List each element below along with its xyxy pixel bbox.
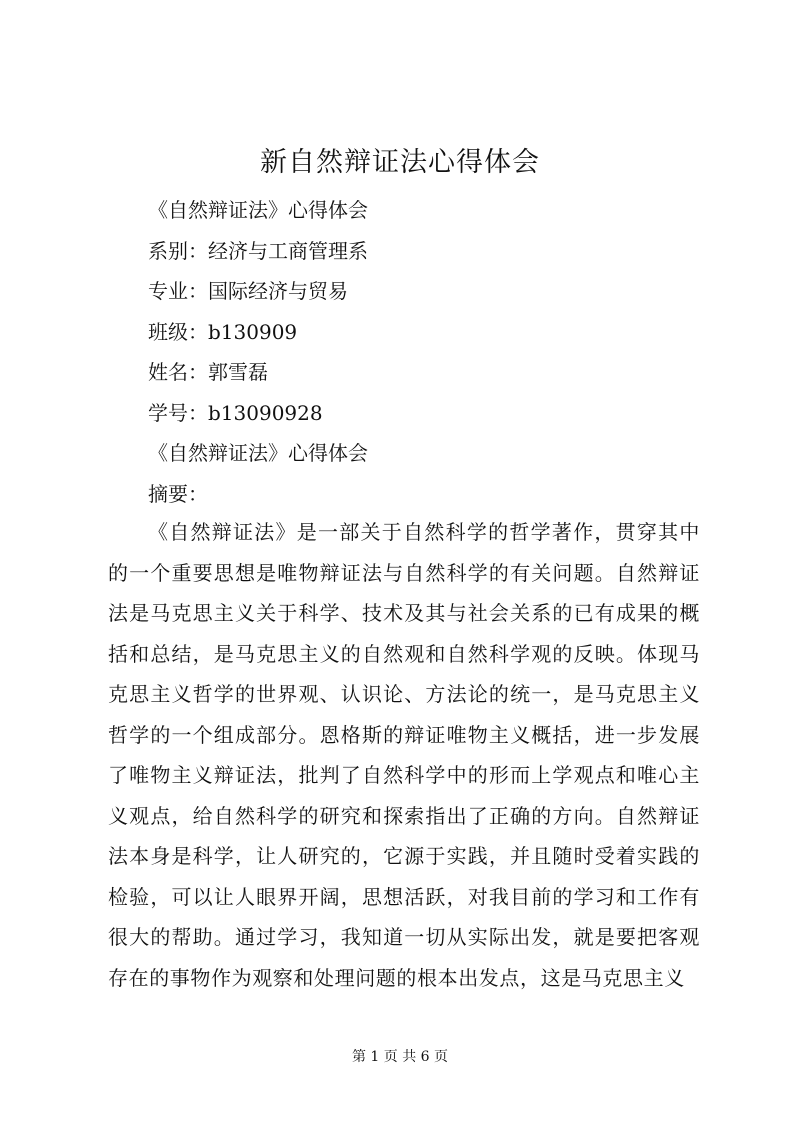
abstract-paragraph: 《自然辩证法》是一部关于自然科学的哲学著作，贯穿其中的一个重要思想是唯物辩证法与自然科学的有关问题。自然辩证法是马克思主义关于科学、技术及其与社会关系的已有成果的概括和总结，是马克思主义的自然观和自然科学观的反映。体现马克思主义哲学的世界观、认识论、方法论的统一，是马克思主义哲学的一个组成部分。恩格斯的辩证唯物主义概括，进一步发展了唯物主义辩证法，批判了自然科学中的形而上学观点和唯心主义观点，给自然科学的研究和探索指出了正确的方向。自然辩证法本身是科学，让人研究的，它源于实践，并且随时受着实践的检验，可以让人眼界开阔，思想活跃，对我目前的学习和工作有很大的帮助。通过学习，我知道一切从实际出发，就是要把客观存在的事物作为观察和处理问题的根本出发点，这是马克思主义 <box>108 520 700 990</box>
meta-line-major: 专业：国际经济与贸易 <box>148 279 348 303</box>
meta-line-abstract-label: 摘要： <box>148 481 208 506</box>
page-footer: 第 1 页 共 6 页 <box>351 1049 449 1065</box>
meta-line-department: 系别：经济与工商管理系 <box>148 238 368 263</box>
meta-line-class: 班级：b130909 <box>148 319 298 344</box>
meta-list <box>148 190 368 514</box>
meta-line-subtitle-repeat: 《自然辩证法》心得体会 <box>148 441 368 465</box>
meta-line-name: 姓名：郭雪磊 <box>148 360 268 384</box>
meta-line-subtitle: 《自然辩证法》心得体会 <box>148 198 368 222</box>
document-title: 新自然辩证法心得体会 <box>260 147 540 178</box>
meta-line-student-id: 学号：b13090928 <box>148 400 323 425</box>
